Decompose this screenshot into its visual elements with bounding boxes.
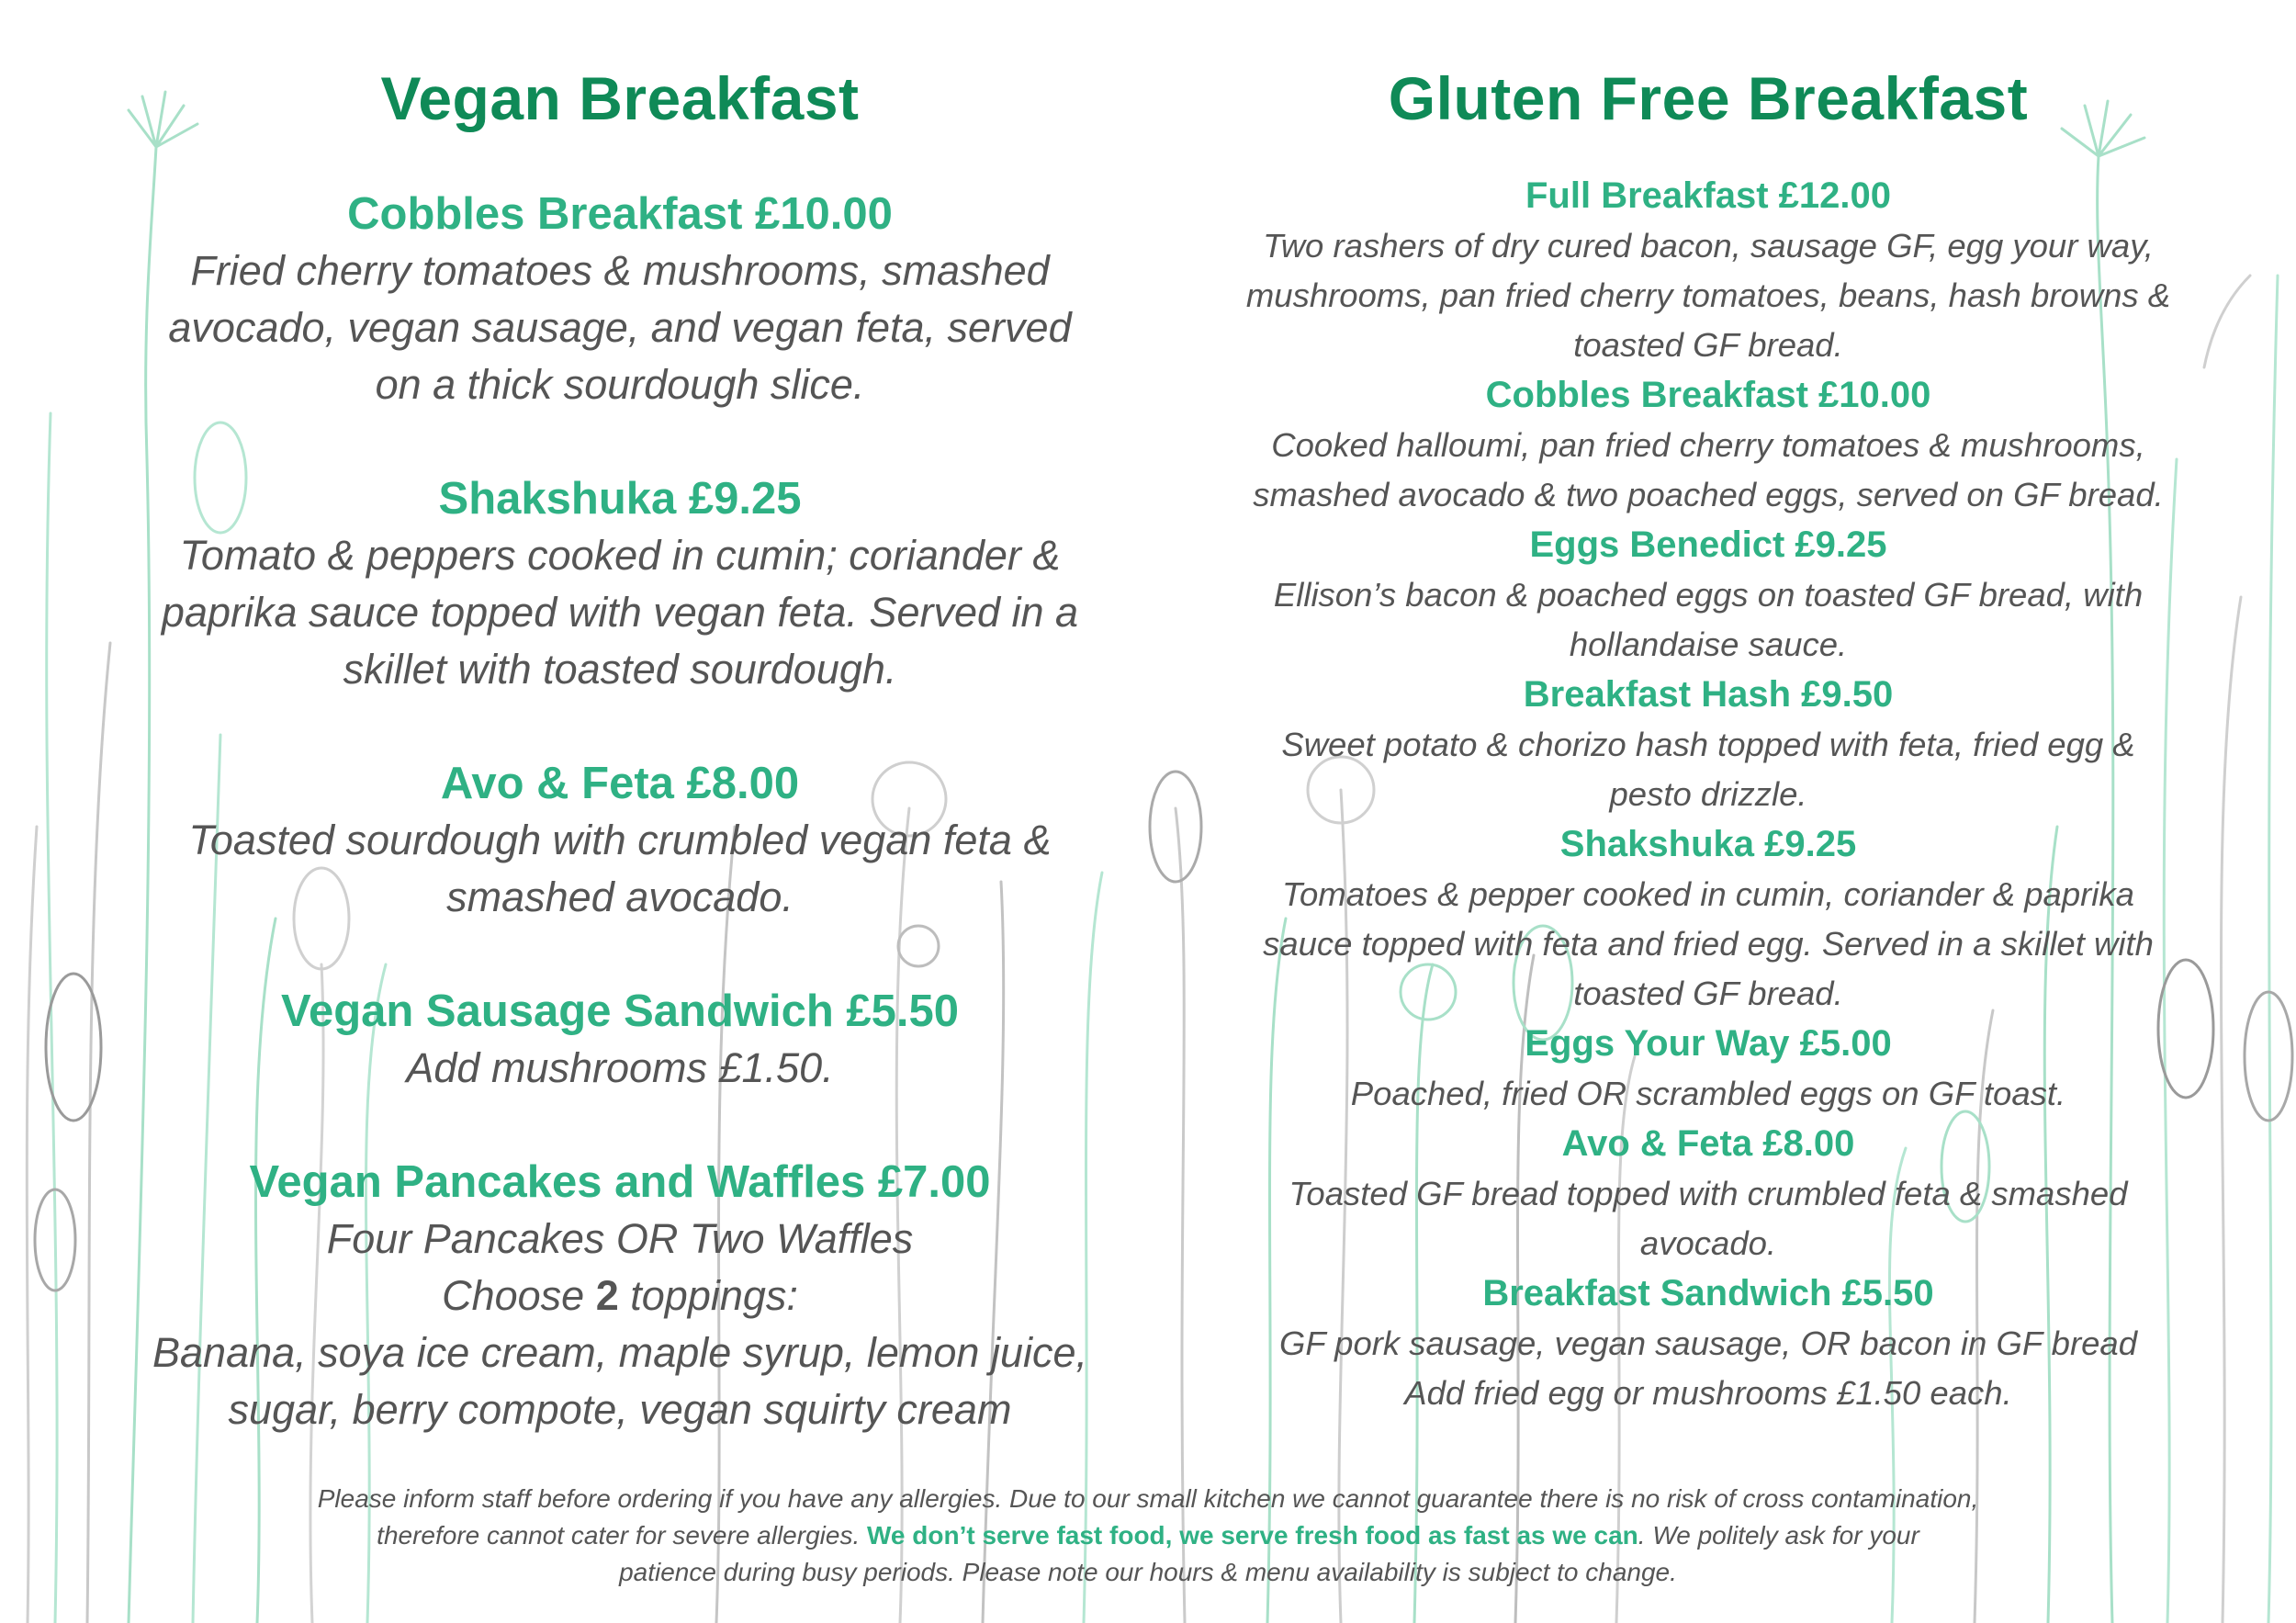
menu-item-desc-line: sauce topped with feta and fried egg. Served in a skillet with	[1263, 925, 2154, 963]
menu-item-desc-line: smashed avocado & two poached eggs, served on GF bread.	[1253, 476, 2164, 513]
menu-item-title: Breakfast Sandwich £5.50	[1482, 1273, 1934, 1313]
menu-item-title: Eggs Your Way £5.00	[1525, 1023, 1892, 1064]
menu-item-desc-line: Toasted sourdough with crumbled vegan feta &	[188, 817, 1052, 863]
menu-item	[1194, 370, 2223, 520]
menu-item-desc-line: toasted GF bread.	[1573, 975, 1843, 1012]
menu-item	[92, 983, 1148, 1097]
choose-prefix: Choose	[442, 1272, 585, 1319]
menu-item-title: Cobbles Breakfast £10.00	[1485, 375, 1931, 415]
menu-item	[1194, 520, 2223, 670]
menu-item-desc-line: GF pork sausage, vegan sausage, OR bacon in GF bread	[1278, 1324, 2137, 1362]
allergy-notice-text: therefore cannot cater for severe allergies.	[377, 1521, 861, 1550]
menu-item-desc-line: Sweet potato & chorizo hash topped with feta, fried egg &	[1281, 726, 2135, 763]
menu-item-title: Avo & Feta £8.00	[440, 759, 800, 808]
menu-item-title: Vegan Sausage Sandwich £5.50	[280, 986, 960, 1036]
menu-item	[1194, 171, 2223, 370]
menu-item-title: Eggs Benedict £9.25	[1529, 524, 1887, 565]
menu-item-desc-line: avocado.	[1639, 1224, 1777, 1262]
gluten-free-title: Gluten Free Breakfast	[1388, 64, 2029, 132]
vegan-section	[92, 57, 1148, 1438]
menu-item-desc-line: avocado, vegan sausage, and vegan feta, served	[168, 304, 1072, 351]
menu-item-title: Vegan Pancakes and Waffles £7.00	[249, 1157, 991, 1207]
toppings-choice-line	[92, 1268, 1148, 1324]
menu-item-desc-line: Add mushrooms £1.50.	[406, 1044, 834, 1091]
menu-item-desc-line: Poached, fried OR scrambled eggs on GF toast.	[1350, 1075, 2066, 1112]
menu-item-desc-line: Tomatoes & pepper cooked in cumin, coriander & paprika	[1282, 875, 2134, 913]
menu-item-desc-line: Ellison’s bacon & poached eggs on toasted GF bread, with	[1273, 576, 2144, 614]
menu-item-desc-line: sugar, berry compote, vegan squirty cream	[228, 1386, 1012, 1433]
allergy-notice-line: patience during busy periods. Please note our hours & menu availability is subject to change.	[619, 1558, 1677, 1586]
menu-item-title: Cobbles Breakfast £10.00	[347, 189, 893, 239]
menu-item-desc-line: skillet with toasted sourdough.	[343, 646, 897, 693]
menu-item	[1194, 819, 2223, 1019]
allergy-notice-line: Please inform staff before ordering if you have any allergies. Due to our small kitchen we cannot guarantee there is no risk of cross contamination,	[317, 1484, 1979, 1513]
menu-item-title: Avo & Feta £8.00	[1561, 1123, 1855, 1164]
menu-item-desc-line: mushrooms, pan fried cherry tomatoes, beans, hash browns &	[1245, 276, 2171, 314]
menu-item-title: Shakshuka £9.25	[438, 474, 802, 524]
menu-item-desc-line: hollandaise sauce.	[1569, 626, 1848, 663]
menu-item	[1194, 1119, 2223, 1268]
menu-item-desc-line: Toasted GF bread topped with crumbled feta & smashed	[1289, 1175, 2128, 1212]
menu-item-desc-line: toasted GF bread.	[1573, 326, 1843, 364]
menu-item-desc-line: Two rashers of dry cured bacon, sausage GF, egg your way,	[1263, 227, 2154, 265]
toppings-count: 2	[595, 1272, 619, 1319]
menu-item-desc-line: Fried cherry tomatoes & mushrooms, smashed	[190, 247, 1050, 294]
choose-suffix: toppings:	[630, 1272, 798, 1319]
menu-item-desc-line: paprika sauce topped with vegan feta. Served in a	[161, 589, 1079, 636]
gluten-free-section	[1194, 57, 2223, 1418]
menu-item-title: Shakshuka £9.25	[1559, 824, 1857, 864]
menu-item	[92, 186, 1148, 413]
allergy-notice	[138, 1481, 2158, 1591]
menu-item-title: Breakfast Hash £9.50	[1523, 674, 1894, 715]
menu-item-desc-line: Four Pancakes OR Two Waffles	[326, 1215, 914, 1262]
fresh-food-slogan: We don’t serve fast food, we serve fresh food as fast as we can	[860, 1521, 1638, 1550]
menu-item	[1194, 670, 2223, 819]
menu-item-desc-line: Tomato & peppers cooked in cumin; coriander &	[179, 532, 1061, 579]
menu-item	[92, 470, 1148, 698]
allergy-notice-text: . We politely ask for your	[1638, 1521, 1919, 1550]
menu-item-title: Full Breakfast £12.00	[1525, 175, 1891, 216]
menu-item-desc-line: pesto drizzle.	[1609, 775, 1807, 813]
menu-item-desc-line: Add fried egg or mushrooms £1.50 each.	[1404, 1374, 2012, 1412]
menu-item	[1194, 1268, 2223, 1418]
vegan-title: Vegan Breakfast	[380, 64, 860, 132]
menu-item	[92, 755, 1148, 926]
menu-item	[92, 1154, 1148, 1438]
menu-item-desc-line: Cooked halloumi, pan fried cherry tomatoes & mushrooms,	[1271, 426, 2145, 464]
allergy-notice-line	[138, 1517, 2158, 1554]
menu-item-desc-line: smashed avocado.	[446, 873, 793, 920]
menu-item	[1194, 1019, 2223, 1119]
menu-item-desc-line: on a thick sourdough slice.	[375, 361, 865, 408]
menu-item-desc-line: Banana, soya ice cream, maple syrup, lemon juice,	[152, 1329, 1087, 1376]
